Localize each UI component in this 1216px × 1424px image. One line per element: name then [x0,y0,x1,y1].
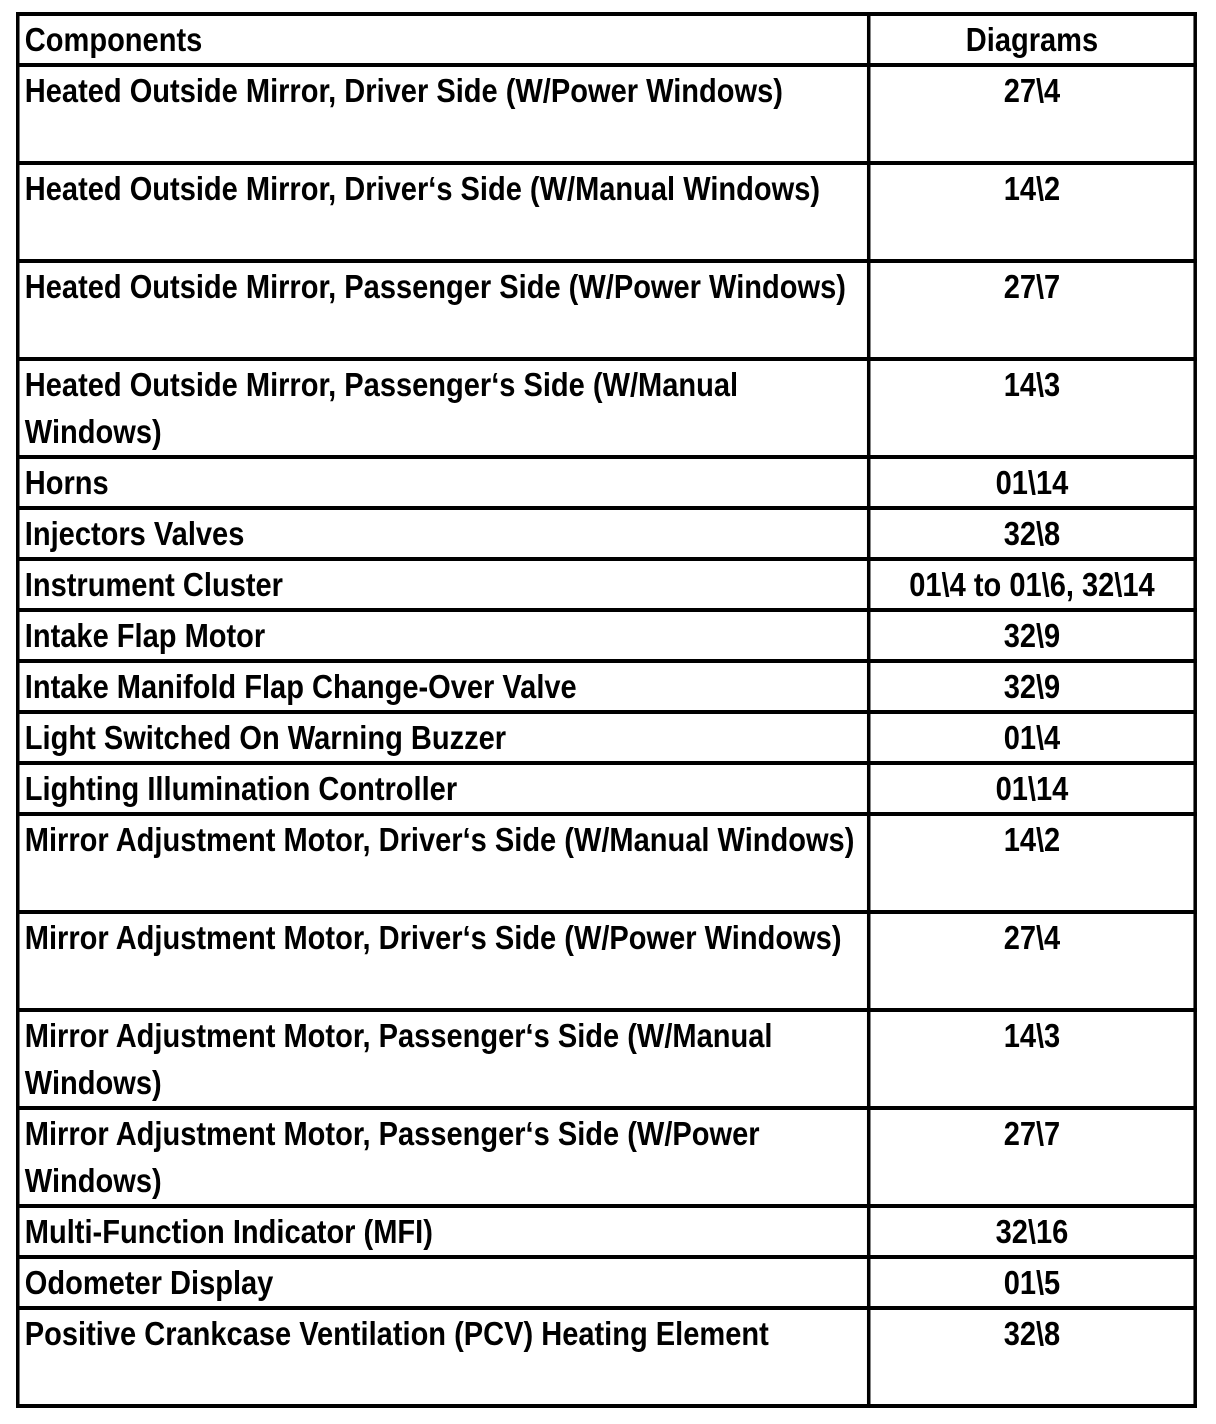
component-cell: Heated Outside Mirror, Passenger‘s Side (W/Manual Windows) [18,359,869,457]
component-cell: Mirror Adjustment Motor, Driver‘s Side (W/Power Windows) [18,912,869,1010]
diagram-cell: 14\3 [869,359,1195,457]
table-row [18,1308,1195,1406]
table-row [18,457,1195,508]
table-row [18,1257,1195,1308]
table-row [18,1206,1195,1257]
table-body [18,65,1195,1406]
table-row [18,359,1195,457]
table-row [18,814,1195,912]
component-cell: Injectors Valves [18,508,869,559]
table-row [18,1010,1195,1108]
component-cell: Mirror Adjustment Motor, Passenger‘s Side (W/Manual Windows) [18,1010,869,1108]
diagram-cell: 01\4 to 01\6, 32\14 [869,559,1195,610]
diagram-cell: 27\4 [869,65,1195,163]
component-cell: Heated Outside Mirror, Passenger Side (W/Power Windows) [18,261,869,359]
component-cell: Odometer Display [18,1257,869,1308]
diagram-cell: 27\7 [869,261,1195,359]
component-cell: Positive Crankcase Ventilation (PCV) Heating Element [18,1308,869,1406]
diagram-cell: 27\4 [869,912,1195,1010]
component-cell: Mirror Adjustment Motor, Passenger‘s Side (W/Power Windows) [18,1108,869,1206]
diagram-cell: 32\8 [869,508,1195,559]
diagram-cell: 01\4 [869,712,1195,763]
components-table-wrapper [16,12,1216,1408]
component-cell: Horns [18,457,869,508]
diagram-cell: 01\14 [869,457,1195,508]
diagram-cell: 32\8 [869,1308,1195,1406]
diagram-cell: 14\3 [869,1010,1195,1108]
table-row [18,763,1195,814]
component-cell: Heated Outside Mirror, Driver‘s Side (W/Manual Windows) [18,163,869,261]
table-row [18,261,1195,359]
diagram-cell: 14\2 [869,163,1195,261]
component-cell: Light Switched On Warning Buzzer [18,712,869,763]
table-row [18,163,1195,261]
component-cell: Heated Outside Mirror, Driver Side (W/Power Windows) [18,65,869,163]
component-cell: Instrument Cluster [18,559,869,610]
table-row [18,508,1195,559]
table-row [18,1108,1195,1206]
header-components: Components [18,14,869,65]
header-diagrams: Diagrams [869,14,1195,65]
diagram-cell: 32\9 [869,610,1195,661]
diagram-cell: 32\9 [869,661,1195,712]
component-cell: Lighting Illumination Controller [18,763,869,814]
component-cell: Intake Manifold Flap Change-Over Valve [18,661,869,712]
diagram-cell: 01\14 [869,763,1195,814]
table-row [18,661,1195,712]
table-row [18,65,1195,163]
diagram-cell: 32\16 [869,1206,1195,1257]
diagram-cell: 01\5 [869,1257,1195,1308]
table-row [18,610,1195,661]
table-row [18,912,1195,1010]
component-cell: Intake Flap Motor [18,610,869,661]
diagram-cell: 14\2 [869,814,1195,912]
diagram-cell: 27\7 [869,1108,1195,1206]
header-row [18,14,1195,65]
component-cell: Multi-Function Indicator (MFI) [18,1206,869,1257]
components-table [16,12,1197,1408]
table-row [18,559,1195,610]
table-row [18,712,1195,763]
component-cell: Mirror Adjustment Motor, Driver‘s Side (W/Manual Windows) [18,814,869,912]
